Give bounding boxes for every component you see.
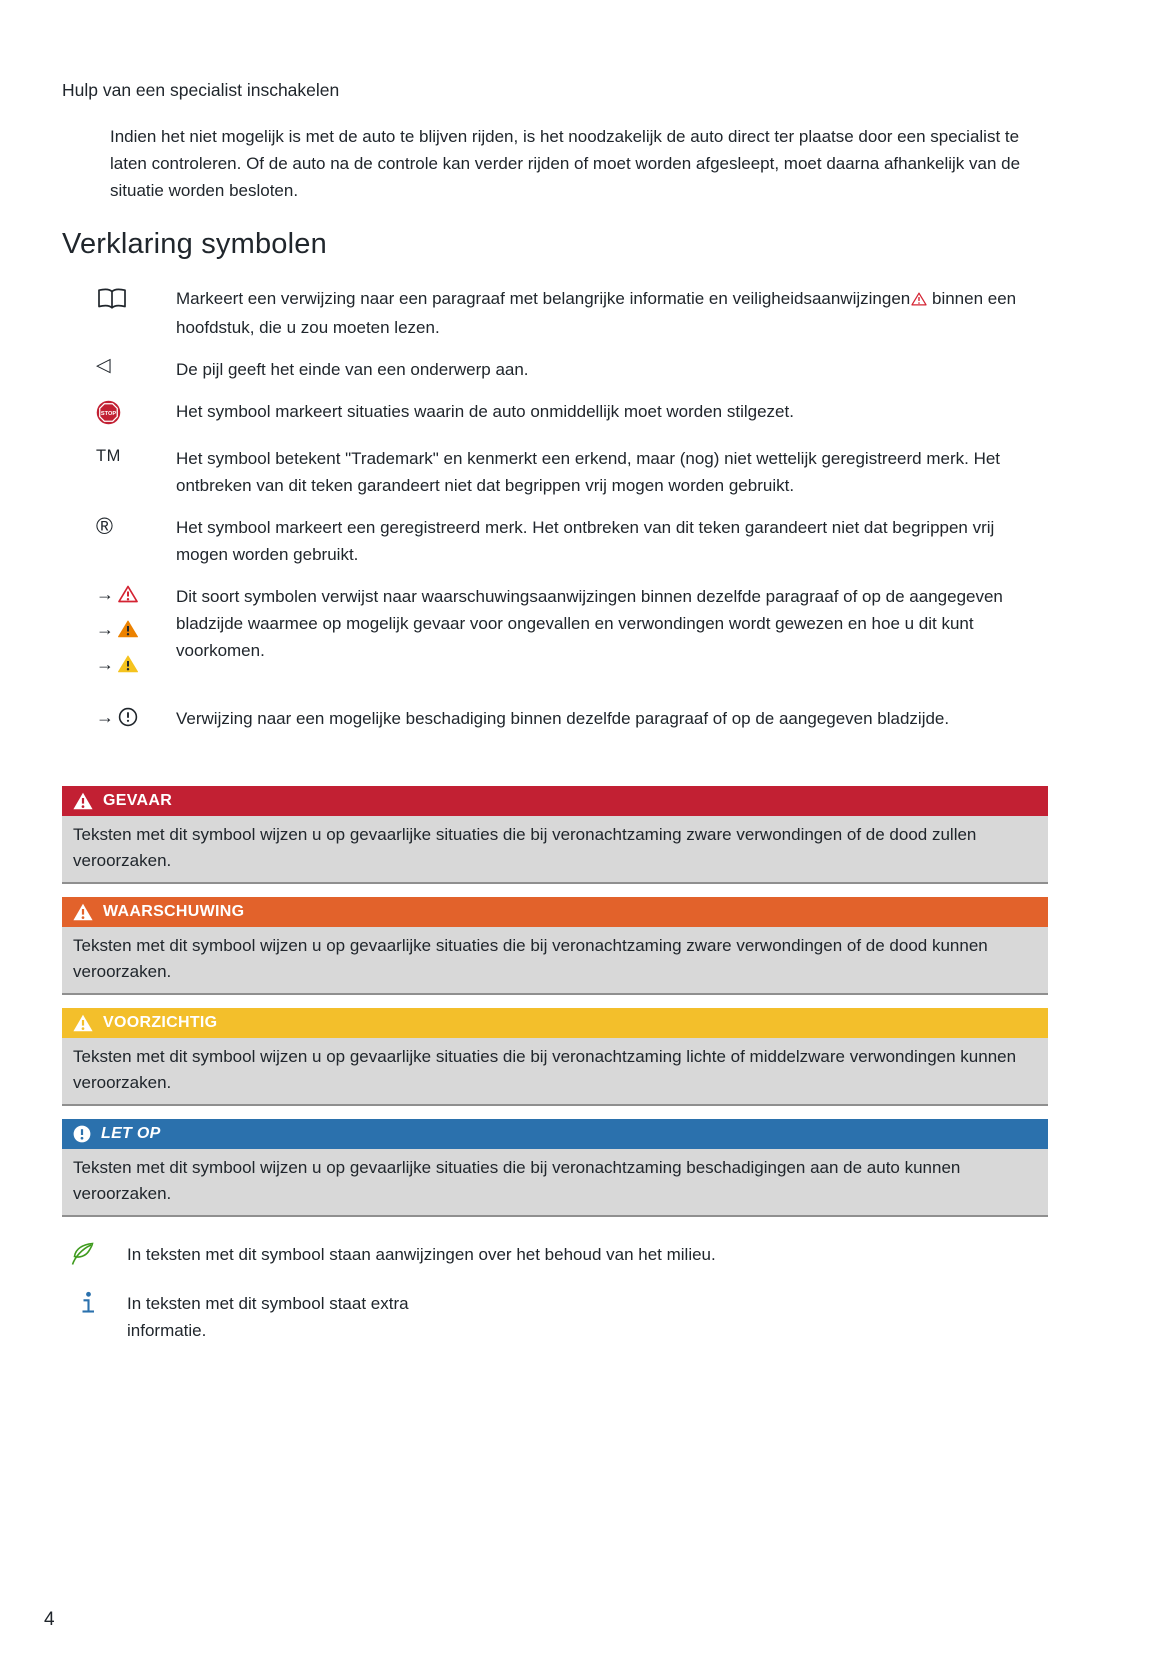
- extra-info-row: [62, 1290, 1048, 1344]
- note-box-header: [62, 1119, 1048, 1149]
- extra-info-icon: [62, 1290, 127, 1317]
- warning-box-label: WAARSCHUWING: [103, 903, 245, 920]
- trademark-label: TM: [96, 447, 121, 465]
- svg-text:STOP: STOP: [100, 410, 117, 417]
- note-box-text: Teksten met dit symbool wijzen u op gevaarlijke situaties die bij veronachtzaming beschadigingen aan de auto kunnen veroorzaken.: [62, 1149, 1048, 1217]
- symbol-text-continued: binnen een hoofdstuk, die u zou moeten lezen.: [176, 289, 1017, 337]
- danger-box: [62, 786, 1048, 884]
- open-book-icon: [62, 285, 176, 316]
- warning-box: [62, 897, 1048, 995]
- warning-triangle-icon: [73, 792, 93, 810]
- symbol-text: Markeert een verwijzing naar een paragraaf met belangrijke informatie en veiligheidsaanwijzingen: [176, 289, 911, 308]
- note-box-label: LET OP: [101, 1125, 161, 1142]
- damage-note-reference-icon: [62, 705, 176, 744]
- warning-triangle-icon: [73, 1014, 93, 1032]
- warning-triangle-reference-icons: [62, 583, 176, 690]
- arrow-yellow-warning-triangle-icon: [96, 655, 176, 673]
- end-of-topic-arrow-icon: ◁: [96, 355, 111, 376]
- danger-box-label: GEVAAR: [103, 792, 173, 809]
- caution-box: [62, 1008, 1048, 1106]
- symbol-description: De pijl geeft het einde van een onderwerp aan.: [176, 360, 529, 379]
- note-box: [62, 1119, 1048, 1217]
- warning-boxes: [62, 786, 1048, 1217]
- symbol-row-end-arrow: [62, 356, 1048, 383]
- danger-box-text: Teksten met dit symbool wijzen u op gevaarlijke situaties die bij veronachtzaming zware verwondingen of de dood zullen veroorzaken.: [62, 816, 1048, 884]
- environment-note-row: [62, 1241, 1048, 1268]
- exclamation-circle-icon: [73, 1125, 91, 1143]
- caution-box-text: Teksten met dit symbool wijzen u op gevaarlijke situaties die bij veronachtzaming lichte of middelzware verwondingen kunnen veroorzaken.: [62, 1038, 1048, 1106]
- symbol-row-book: [62, 285, 1048, 341]
- symbol-description: Het symbool markeert situaties waarin de auto onmiddellijk moet worden stilgezet.: [176, 402, 794, 421]
- registered-trademark-symbol: [62, 514, 176, 539]
- page-number: 4: [44, 1609, 55, 1630]
- symbol-row-warning-triangles: [62, 583, 1048, 690]
- arrow-orange-warning-triangle-icon: [96, 620, 176, 638]
- danger-box-header: [62, 786, 1048, 816]
- symbol-description: [176, 285, 1048, 341]
- symbol-row-registered: [62, 514, 1048, 568]
- arrow-damage-circle-icon: [96, 707, 176, 727]
- extra-info-text: In teksten met dit symbool staat extra informatie.: [127, 1294, 409, 1340]
- trademark-symbol: [62, 445, 176, 466]
- symbol-row-stop: [62, 398, 1048, 430]
- arrow-icon: →: [96, 654, 114, 674]
- symbol-row-trademark: [62, 445, 1048, 499]
- warning-triangle-inline-icon: [911, 287, 927, 314]
- caution-box-label: VOORZICHTIG: [103, 1014, 218, 1031]
- arrow-icon: →: [96, 584, 114, 604]
- symbol-description: Verwijzing naar een mogelijke beschadiging binnen dezelfde paragraaf of op de aangegeven bladzijde.: [176, 709, 950, 728]
- registered-label: ®: [96, 513, 113, 539]
- arrow-icon: →: [96, 707, 114, 727]
- caution-box-header: [62, 1008, 1048, 1038]
- section-heading: Hulp van een specialist inschakelen: [62, 80, 340, 100]
- environment-note-text: In teksten met dit symbool staan aanwijzingen over het behoud van het milieu.: [127, 1245, 716, 1264]
- warning-triangle-icon: [73, 903, 93, 921]
- symbol-description: Het symbool betekent "Trademark" en kenmerkt een erkend, maar (nog) niet wettelijk geregistreerd merk. Het ontbreken van dit teken garandeert niet dat begrippen vrij mogen worden gebruikt.: [176, 449, 1001, 495]
- arrow-red-warning-triangle-icon: [96, 585, 176, 603]
- warning-box-text: Teksten met dit symbool wijzen u op gevaarlijke situaties die bij veronachtzaming zware verwondingen of de dood kunnen veroorzaken.: [62, 927, 1048, 995]
- symbol-row-damage-note: [62, 705, 1048, 744]
- stop-sign-icon: [62, 398, 176, 430]
- intro-paragraph: Indien het niet mogelijk is met de auto te blijven rijden, is het noodzakelijk de auto direct ter plaatse door een specialist te laten controleren. Of de auto na de controle kan verder rijden of moet worden afgesleept, moet daarna afhankelijk van de situatie worden besloten.: [110, 127, 1021, 200]
- warning-box-header: [62, 897, 1048, 927]
- environment-leaf-icon: [62, 1241, 127, 1266]
- symbol-description: Het symbool markeert een geregistreerd merk. Het ontbreken van dit teken garandeert niet dat begrippen vrij mogen worden gebruikt.: [176, 518, 995, 564]
- symbol-description: Dit soort symbolen verwijst naar waarschuwingsaanwijzingen binnen dezelfde paragraaf of op de aangegeven bladzijde waarmee op mogelijk gevaar voor ongevallen en verwondingen wordt gewezen en hoe u dit kunt voorkomen.: [176, 587, 1003, 660]
- page-title: Verklaring symbolen: [62, 228, 327, 260]
- arrow-icon: →: [96, 619, 114, 639]
